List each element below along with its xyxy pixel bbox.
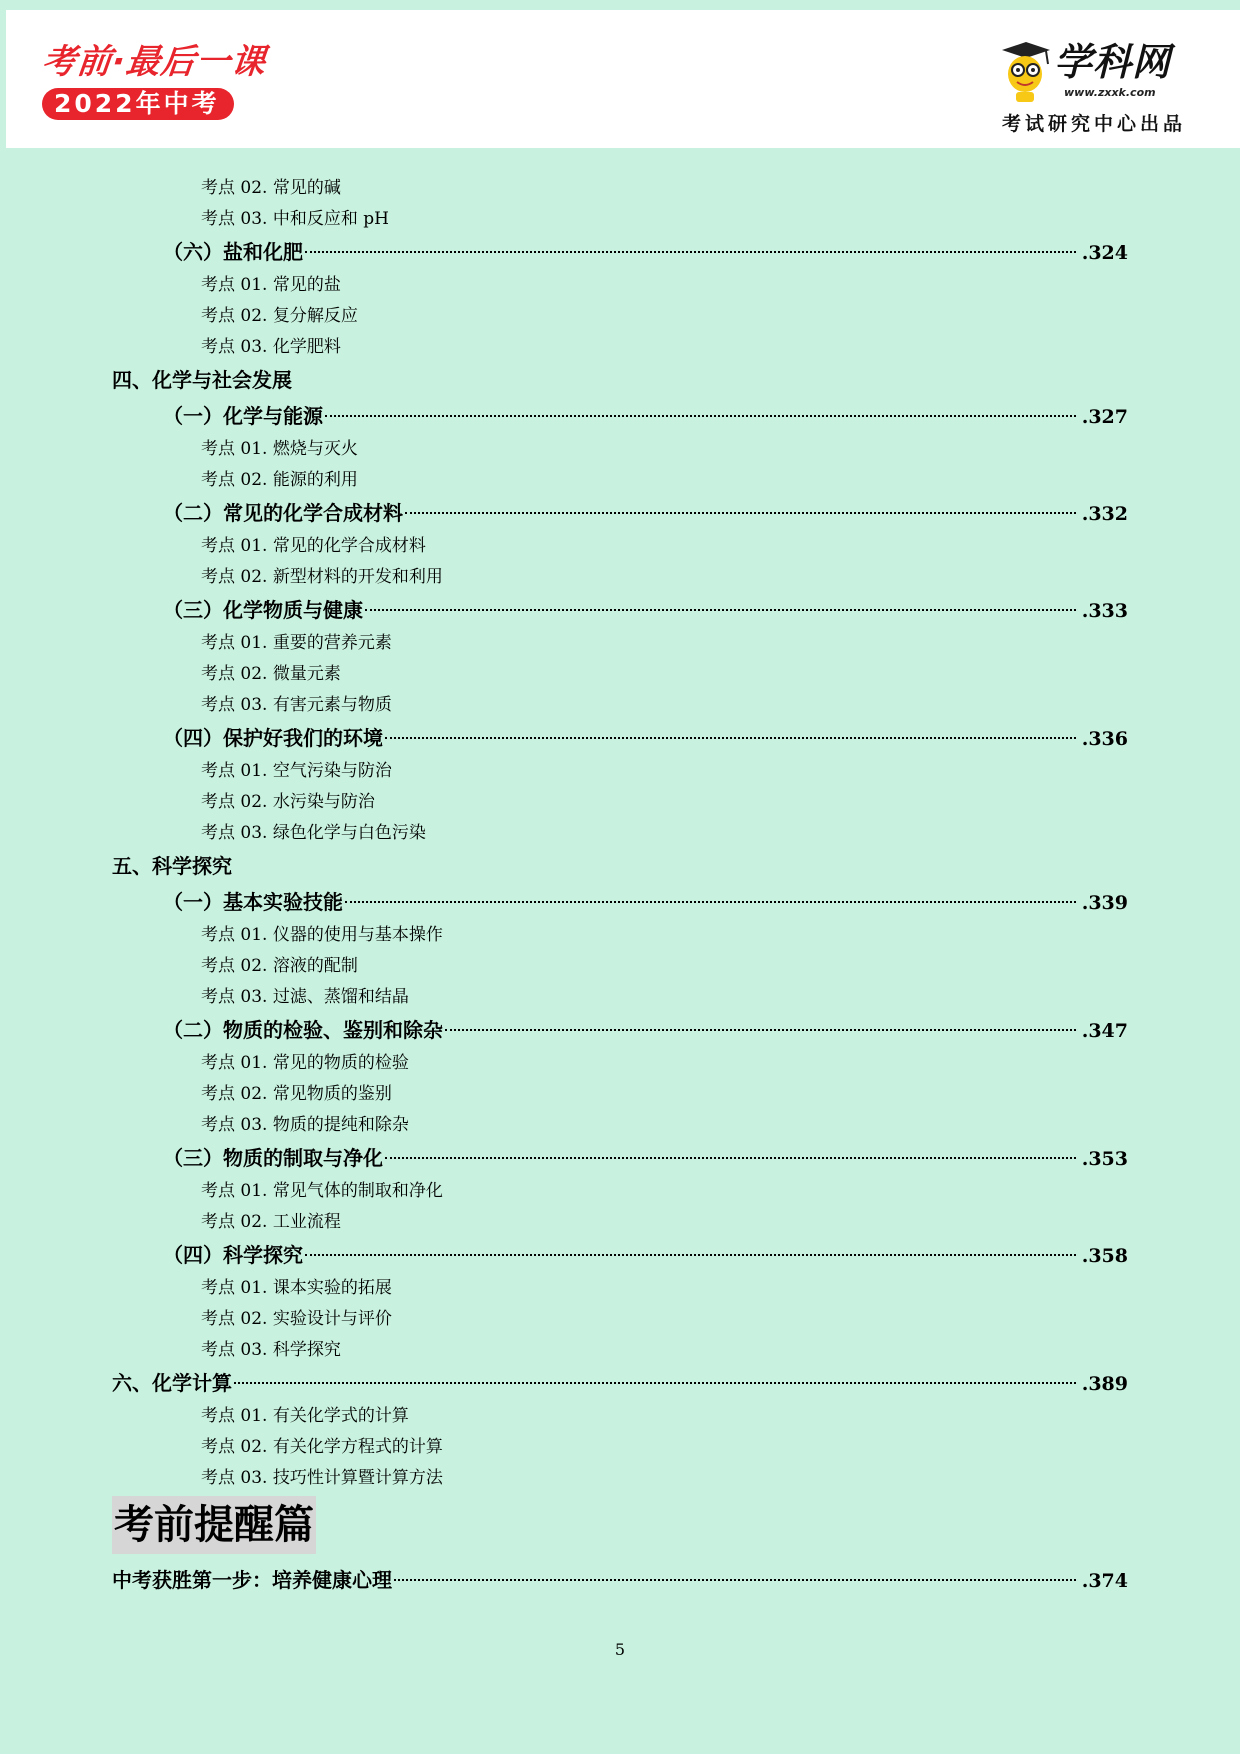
toc-page-number: .389 [1081, 1373, 1128, 1395]
dot-leader [365, 609, 1076, 611]
toc-chapter-label: 六、化学计算 [112, 1371, 232, 1395]
toc-subitem: 考点 01. 课本实验的拓展 [201, 1278, 392, 1298]
toc-page-number: .333 [1081, 600, 1128, 622]
toc-chapter[interactable] [163, 237, 1128, 268]
toc-subitem: 考点 03. 化学肥料 [201, 337, 341, 357]
toc-subitem: 考点 02. 实验设计与评价 [201, 1309, 392, 1329]
logo-text: 学科网 [1054, 40, 1172, 84]
toc-subitem: 考点 01. 常见的盐 [201, 275, 341, 295]
page-number: 5 [614, 1640, 626, 1659]
toc-chapter[interactable] [163, 401, 1128, 432]
dot-leader [385, 737, 1076, 739]
toc-subitem: 考点 03. 技巧性计算暨计算方法 [201, 1468, 443, 1488]
toc-subitem: 考点 01. 空气污染与防治 [201, 761, 392, 781]
toc-chapter-label: （三）化学物质与健康 [163, 598, 363, 622]
dot-leader [394, 1579, 1076, 1581]
toc-page-number: .327 [1081, 406, 1128, 428]
toc-subitem: 考点 03. 过滤、蒸馏和结晶 [201, 987, 409, 1007]
toc-subitem: 考点 01. 常见的物质的检验 [201, 1053, 409, 1073]
brand-badge [39, 42, 282, 120]
toc-chapter-label: （四）保护好我们的环境 [163, 726, 383, 750]
toc-chapter[interactable] [112, 1565, 1128, 1596]
toc-subitem: 考点 01. 常见气体的制取和净化 [201, 1181, 443, 1201]
brand-year-pill: 2022年中考 [42, 88, 234, 120]
toc-subitem: 考点 03. 有害元素与物质 [201, 695, 392, 715]
toc-subitem: 考点 02. 有关化学方程式的计算 [201, 1437, 443, 1457]
toc-chapter-label: （四）科学探究 [163, 1243, 303, 1267]
toc-chapter-label: （六）盐和化肥 [163, 240, 303, 264]
toc-subitem: 考点 02. 复分解反应 [201, 306, 358, 326]
logo-subtitle: 考试研究中心出品 [1002, 113, 1187, 135]
toc-chapter[interactable] [112, 1368, 1128, 1399]
logo-url: www.zxxk.com [1064, 86, 1156, 99]
dot-leader [385, 1157, 1076, 1159]
toc-subitem: 考点 02. 常见物质的鉴别 [201, 1084, 392, 1104]
toc-page-number: .347 [1081, 1020, 1128, 1042]
toc-page-number: .374 [1081, 1570, 1128, 1592]
toc-chapter-label: 中考获胜第一步：培养健康心理 [112, 1568, 392, 1592]
toc-subitem: 考点 02. 工业流程 [201, 1212, 341, 1232]
toc-chapter-label: （一）化学与能源 [163, 404, 323, 428]
toc-subitem: 考点 02. 水污染与防治 [201, 792, 375, 812]
toc-chapter[interactable] [163, 595, 1128, 626]
publisher-logo [996, 36, 1206, 136]
toc-chapter[interactable] [163, 498, 1128, 529]
dot-leader [445, 1029, 1076, 1031]
toc-chapter-label: （二）物质的检验、鉴别和除杂 [163, 1018, 443, 1042]
toc-part-heading: 五、科学探究 [112, 854, 232, 878]
dot-leader [305, 251, 1076, 253]
toc-subitem: 考点 02. 微量元素 [201, 664, 341, 684]
toc-page-number: .353 [1081, 1148, 1128, 1170]
dot-leader [234, 1382, 1076, 1384]
toc-page-number: .339 [1081, 892, 1128, 914]
dot-leader [405, 512, 1076, 514]
dot-leader [345, 901, 1076, 903]
toc-subitem: 考点 01. 常见的化学合成材料 [201, 536, 426, 556]
page-header [6, 10, 1240, 148]
toc-part-heading: 四、化学与社会发展 [112, 368, 292, 392]
toc-subitem: 考点 03. 科学探究 [201, 1340, 341, 1360]
mascot-icon [996, 40, 1054, 104]
toc-chapter[interactable] [163, 1143, 1128, 1174]
toc-page-number: .336 [1081, 728, 1128, 750]
toc-chapter-label: （一）基本实验技能 [163, 890, 343, 914]
toc-page-number: .358 [1081, 1245, 1128, 1267]
toc-chapter-label: （二）常见的化学合成材料 [163, 501, 403, 525]
toc-chapter[interactable] [163, 1240, 1128, 1271]
toc-subitem: 考点 03. 物质的提纯和除杂 [201, 1115, 409, 1135]
dot-leader [325, 415, 1076, 417]
dot-leader [305, 1254, 1076, 1256]
toc-subitem: 考点 02. 新型材料的开发和利用 [201, 567, 443, 587]
toc-subitem: 考点 02. 能源的利用 [201, 470, 358, 490]
toc-subitem: 考点 03. 中和反应和 pH [201, 209, 389, 229]
toc-page-number: .332 [1081, 503, 1128, 525]
toc-chapter[interactable] [163, 723, 1128, 754]
section-title: 考前提醒篇 [112, 1496, 316, 1554]
toc-subitem: 考点 01. 重要的营养元素 [201, 633, 392, 653]
toc-page-number: .324 [1081, 242, 1128, 264]
toc-subitem: 考点 01. 仪器的使用与基本操作 [201, 925, 443, 945]
toc-subitem: 考点 02. 常见的碱 [201, 178, 341, 198]
toc-subitem: 考点 03. 绿色化学与白色污染 [201, 823, 426, 843]
toc-chapter[interactable] [163, 887, 1128, 918]
brand-title: 考前·最后一课 [39, 42, 269, 82]
toc-chapter-label: （三）物质的制取与净化 [163, 1146, 383, 1170]
toc-subitem: 考点 01. 燃烧与灭火 [201, 439, 358, 459]
toc-subitem: 考点 01. 有关化学式的计算 [201, 1406, 409, 1426]
toc-subitem: 考点 02. 溶液的配制 [201, 956, 358, 976]
toc-chapter[interactable] [163, 1015, 1128, 1046]
